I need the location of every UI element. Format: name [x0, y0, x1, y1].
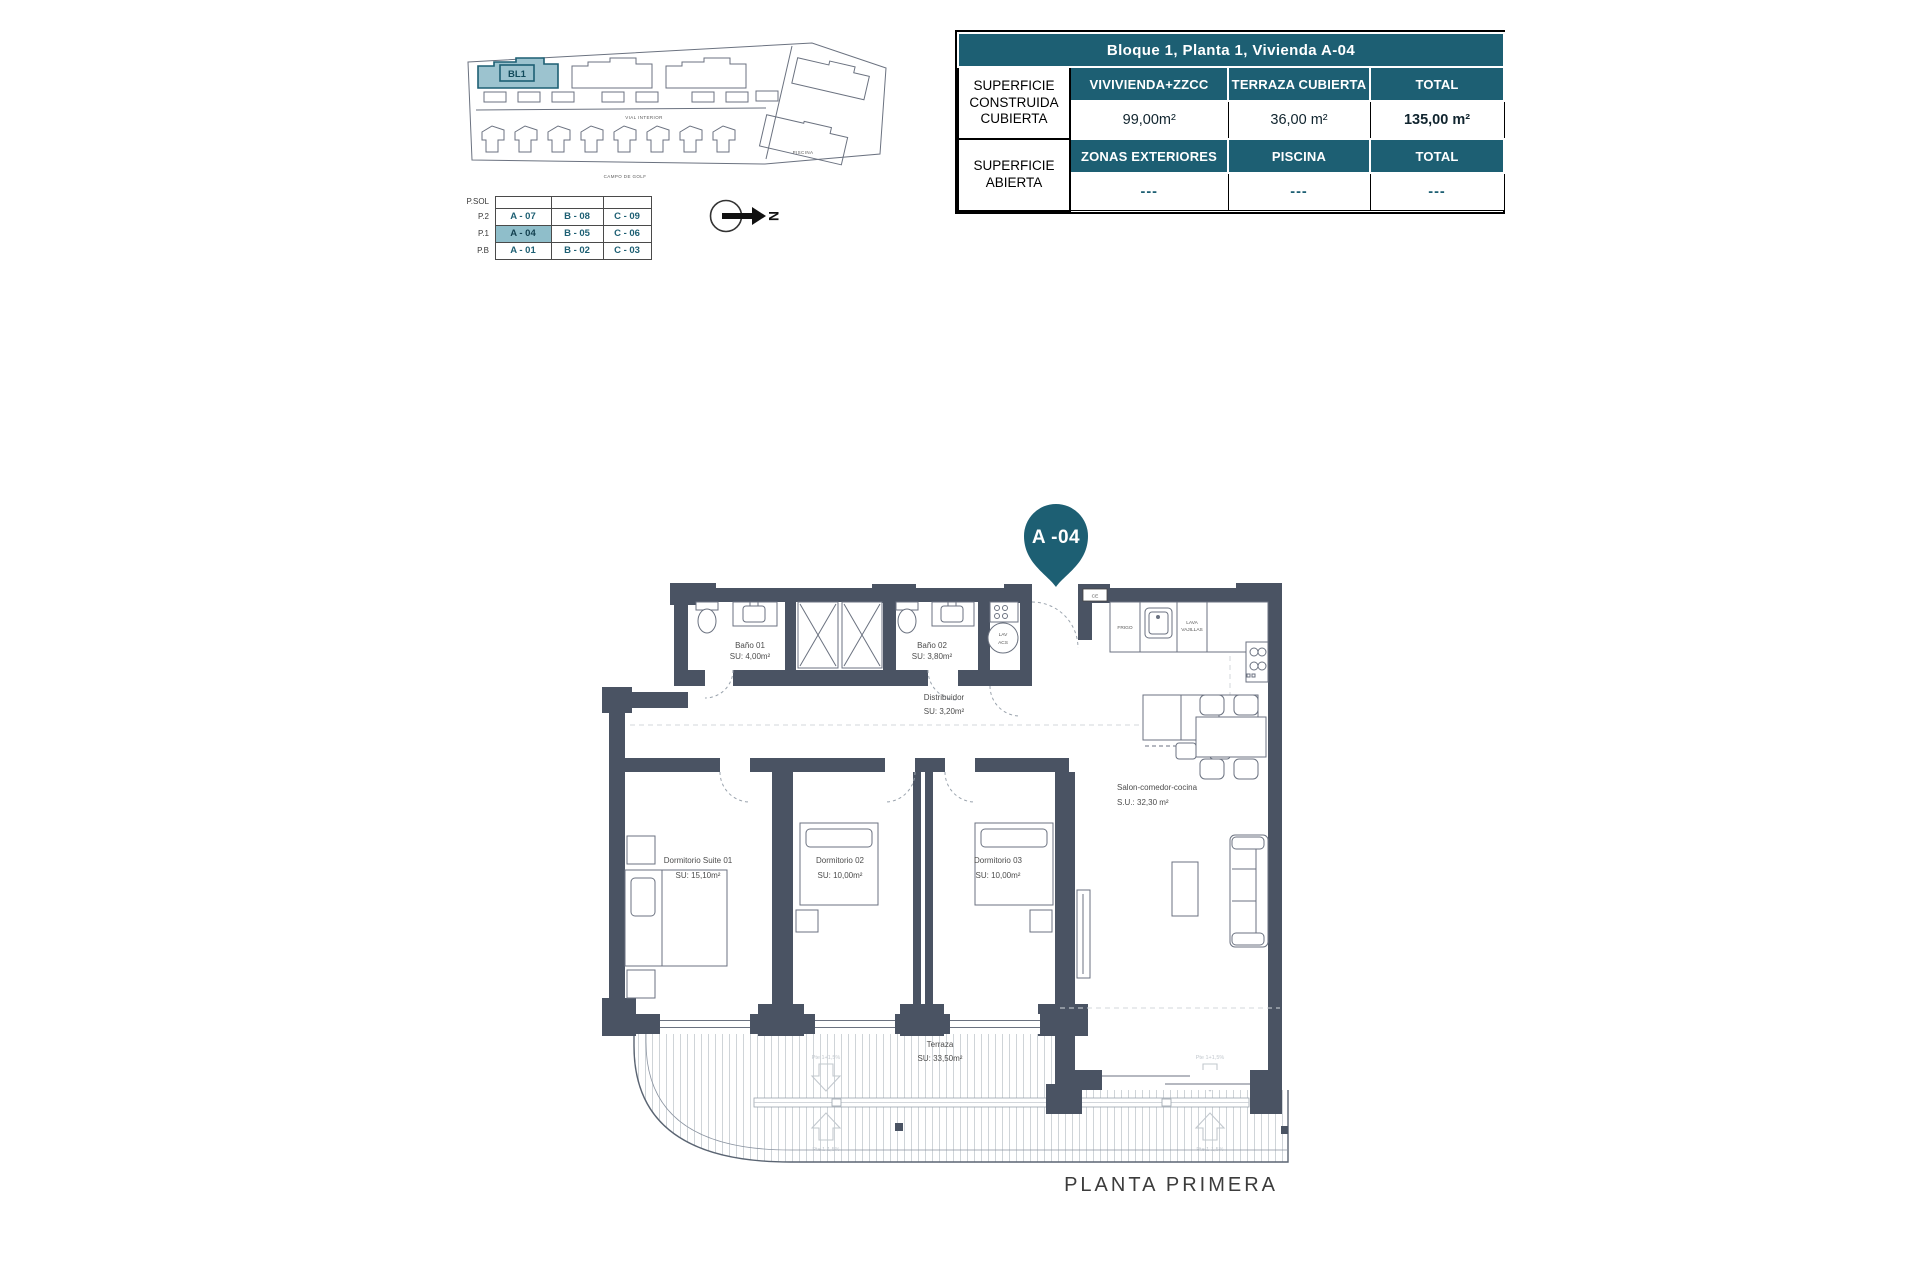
- nightstand-icon: [796, 910, 818, 932]
- value-terraza: 36,00 m²: [1228, 101, 1370, 139]
- terrace-post: [895, 1123, 903, 1131]
- stool-icon: [1176, 743, 1196, 759]
- sofa-icon: [1230, 835, 1268, 947]
- road-line: [476, 108, 766, 110]
- dining-table-icon: [1196, 717, 1266, 757]
- salon-area: S.U.: 32,30 m²: [1117, 798, 1169, 807]
- bathroom1-fixtures: [696, 602, 777, 633]
- pillow-icon: [981, 829, 1047, 847]
- bano1-name: Baño 01: [735, 641, 765, 650]
- unit-matrix: [455, 196, 651, 259]
- unit-cell-a04-highlighted: A - 04: [495, 225, 552, 243]
- terraza-name: Terraza: [926, 1040, 954, 1049]
- dorm2-name: Dormitorio 02: [815, 856, 865, 865]
- building-block-4: [792, 54, 871, 100]
- dorm3-area: SU: 10,00m²: [975, 871, 1021, 880]
- chair-icon: [1200, 695, 1224, 715]
- value-piscina: ---: [1228, 173, 1370, 211]
- bano1-area: SU: 4,00m²: [729, 652, 771, 661]
- value-total-1: 135,00 m²: [1370, 101, 1504, 139]
- suite-name: Dormitorio Suite 01: [663, 856, 733, 865]
- bl1-label: BL1: [508, 69, 526, 80]
- bedroom-furniture: [625, 823, 1053, 998]
- table-title: Bloque 1, Planta 1, Vivienda A-04: [958, 33, 1504, 67]
- surface-summary-table: [955, 30, 1505, 214]
- bathroom2-fixtures: [896, 602, 974, 633]
- fridge-label: FRIGO: [1117, 626, 1133, 631]
- site-parcel-divider: [766, 46, 792, 159]
- header-total-1: TOTAL: [1370, 67, 1504, 101]
- row-label-superficie-construida: SUPERFICIE CONSTRUIDA CUBIERTA: [958, 67, 1070, 139]
- coffee-table-icon: [1172, 862, 1198, 916]
- chair-icon: [1200, 759, 1224, 779]
- bano2-name: Baño 02: [917, 641, 947, 650]
- unit-cell-b08: B - 08: [551, 208, 604, 226]
- dishwasher-label-2: VAJILLAS: [1181, 628, 1203, 633]
- chair-icon: [1234, 759, 1258, 779]
- slope-down-label: Pte 1-1,5%: [812, 1147, 840, 1153]
- terrace-deck: [634, 1034, 1288, 1162]
- villa-row: [482, 126, 735, 152]
- unit-cell-b02: B - 02: [551, 242, 604, 260]
- terraza-area: SU: 33,50m²: [917, 1054, 963, 1063]
- kitchen-counter: [1110, 602, 1268, 652]
- wardrobe-icon: [798, 602, 882, 668]
- floor-label-psol: P.SOL: [466, 197, 489, 206]
- unit-pin: [1024, 504, 1088, 587]
- slope-down-label: Pte 1-1,5%: [1196, 1147, 1224, 1153]
- drain-icon: [1162, 1099, 1171, 1106]
- living-furniture: [1077, 835, 1268, 978]
- value-vivienda: 99,00m²: [1070, 101, 1228, 139]
- unit-cell-b05: B - 05: [551, 225, 604, 243]
- building-block-3: [666, 58, 746, 88]
- floor-plan: [600, 490, 1320, 1205]
- site-plan: [460, 28, 900, 203]
- dorm3-name: Dormitorio 03: [973, 856, 1023, 865]
- parking-row: [484, 91, 778, 102]
- washing-machine-icon: [990, 602, 1018, 622]
- plan-caption: PLANTA PRIMERA: [1064, 1174, 1278, 1196]
- floor-label-pb: P.B: [477, 245, 489, 255]
- pillow-icon: [806, 829, 872, 847]
- header-vivienda-zzcc: VIVIVIENDA+ZZCC: [1070, 67, 1228, 101]
- north-arrow-head-icon: [752, 207, 766, 225]
- nightstand-icon: [627, 970, 655, 998]
- dishwasher-label-1: LAVA: [1186, 621, 1198, 626]
- header-total-2: TOTAL: [1370, 139, 1504, 173]
- unit-cell-a01: A - 01: [495, 242, 552, 260]
- header-terraza-cubierta: TERRAZA CUBIERTA: [1228, 67, 1370, 101]
- unit-cell-c09: C - 09: [603, 208, 652, 226]
- salon-name: Salon-comedor-cocina: [1117, 783, 1198, 792]
- building-block-2: [572, 58, 652, 88]
- toilet-icon: [698, 609, 716, 633]
- acs-label: ACS: [998, 641, 1008, 646]
- lav-label: LAV: [998, 633, 1008, 638]
- suite-area: SU: 15,10m²: [675, 871, 721, 880]
- chair-icon: [1234, 695, 1258, 715]
- header-piscina: PISCINA: [1228, 139, 1370, 173]
- dorm2-area: SU: 10,00m²: [817, 871, 863, 880]
- row-label-superficie-abierta: SUPERFICIE ABIERTA: [958, 139, 1070, 211]
- pool-label: PISCINA: [792, 150, 814, 155]
- distribuidor-name: Distribuidor: [923, 693, 965, 702]
- distribuidor-area: SU: 3,20m²: [923, 707, 965, 716]
- north-arrow: [700, 192, 800, 242]
- value-total-2: ---: [1370, 173, 1504, 211]
- toilet-icon: [898, 609, 916, 633]
- slope-up-label: Pte 1+1,5%: [811, 1055, 841, 1061]
- pin-label: A -04: [1031, 527, 1081, 548]
- terrace-post: [1281, 1126, 1288, 1134]
- nightstand-icon: [627, 836, 655, 864]
- value-zonas-exteriores: ---: [1070, 173, 1228, 211]
- header-zonas-exteriores: ZONAS EXTERIORES: [1070, 139, 1228, 173]
- slope-up-label: Pte 1+1,5%: [1195, 1055, 1225, 1061]
- unit-cell-c06: C - 06: [603, 225, 652, 243]
- unit-cell-a07: A - 07: [495, 208, 552, 226]
- north-arrow-shaft-icon: [722, 213, 752, 219]
- building-pool-block: [760, 113, 849, 165]
- bano2-area: SU: 3,80m²: [911, 652, 953, 661]
- drain-icon: [832, 1099, 841, 1106]
- north-letter: N: [766, 210, 782, 222]
- nightstand-icon: [1030, 910, 1052, 932]
- golf-label: CAMPO DE GOLF: [603, 174, 647, 179]
- unit-cell-c03: C - 03: [603, 242, 652, 260]
- floor-label-p1: P.1: [478, 228, 489, 238]
- floor-label-p2: P.2: [478, 211, 489, 221]
- ce-label: CE: [1091, 594, 1099, 600]
- water-heater-icon: [988, 623, 1018, 653]
- road-label: VIAL INTERIOR: [625, 115, 663, 120]
- pillow-icon: [631, 878, 655, 916]
